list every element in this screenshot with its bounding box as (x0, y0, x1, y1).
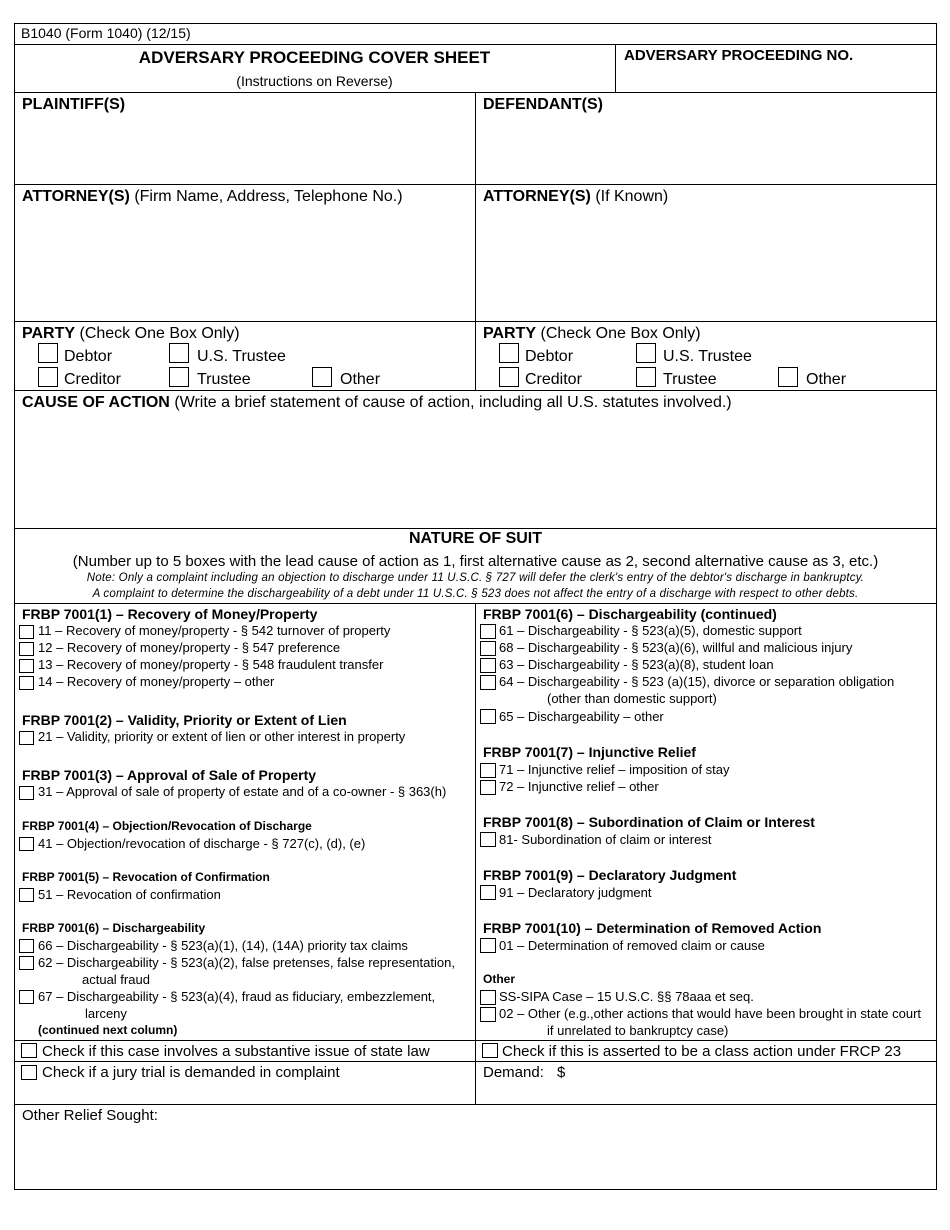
item-14-checkbox[interactable] (19, 676, 34, 690)
item-51-checkbox[interactable] (19, 888, 34, 902)
nature-of-suit-subtitle: (Number up to 5 boxes with the lead cause of action as 1, first alternative cause as 2, second alternative cause as 3, etc.) (72, 553, 879, 570)
item-71-checkbox[interactable] (480, 763, 496, 778)
demand-label: Demand: (483, 1064, 544, 1081)
other-relief-field[interactable] (15, 1128, 935, 1188)
item-67-label: 67 – Dischargeability - § 523(a)(4), fraud as fiduciary, embezzlement, (38, 989, 436, 1004)
plaintiffs-label: PLAINTIFF(S) (22, 96, 126, 113)
defendant-other-label: Other (806, 371, 847, 388)
item-01-checkbox[interactable] (480, 938, 496, 953)
defendant-debtor-label: Debtor (525, 348, 574, 365)
item-ss-label: SS-SIPA Case – 15 U.S.C. §§ 78aaa et seq. (499, 989, 754, 1004)
party-defendant-hint: (Check One Box Only) (540, 325, 701, 342)
item-72-label: 72 – Injunctive relief – other (499, 779, 659, 794)
proceeding-no-field[interactable] (616, 66, 935, 91)
item-64-checkbox[interactable] (480, 675, 496, 690)
demand-currency: $ (557, 1064, 566, 1081)
defendant-trustee-checkbox[interactable] (636, 367, 656, 387)
nature-of-suit-note-2: A complaint to determine the dischargeability of a debt under 11 U.S.C. § 523 does not affect the entry of a discharge with respect to other debts. (92, 588, 859, 600)
party-defendant-label: PARTY (483, 325, 537, 342)
frbp5-heading: FRBP 7001(5) – Revocation of Confirmation (22, 870, 270, 884)
item-62-checkbox[interactable] (19, 956, 34, 970)
attorney-plaintiff-label: ATTORNEY(S) (22, 188, 130, 205)
defendants-field[interactable] (476, 118, 935, 183)
item-67-label-cont: larceny (85, 1006, 127, 1021)
item-63-checkbox[interactable] (480, 658, 496, 673)
frbp2-heading: FRBP 7001(2) – Validity, Priority or Extent of Lien (22, 712, 347, 728)
defendant-trustee-label: Trustee (663, 371, 717, 388)
party-plaintiff-heading (22, 325, 240, 343)
item-65-checkbox[interactable] (480, 709, 496, 724)
demand-field[interactable] (570, 1063, 934, 1101)
other-heading: Other (483, 972, 516, 986)
defendant-creditor-label: Creditor (525, 371, 582, 388)
item-14-label: 14 – Recovery of money/property – other (38, 674, 275, 689)
plaintiff-trustee-label: Trustee (197, 371, 251, 388)
frbp4-heading: FRBP 7001(4) – Objection/Revocation of Discharge (22, 819, 312, 833)
frbp1-heading: FRBP 7001(1) – Recovery of Money/Property (22, 606, 318, 622)
jury-trial-label: Check if a jury trial is demanded in complaint (42, 1064, 340, 1081)
item-64-label-cont: (other than domestic support) (547, 691, 717, 706)
item-61-checkbox[interactable] (480, 624, 496, 639)
item-11-label: 11 – Recovery of money/property - § 542 turnover of property (38, 623, 391, 638)
plaintiff-debtor-label: Debtor (64, 348, 113, 365)
state-law-checkbox[interactable] (21, 1043, 37, 1058)
defendant-us-trustee-label: U.S. Trustee (663, 348, 752, 365)
plaintiff-us-trustee-label: U.S. Trustee (197, 348, 286, 365)
item-31-label: 31 – Approval of sale of property of estate and of a co-owner - § 363(h) (38, 784, 447, 799)
attorney-defendant-label: ATTORNEY(S) (483, 188, 591, 205)
plaintiff-other-checkbox[interactable] (312, 367, 332, 387)
party-defendant-heading (483, 325, 701, 343)
defendant-creditor-checkbox[interactable] (499, 367, 519, 387)
frbp8-heading: FRBP 7001(8) – Subordination of Claim or Interest (483, 814, 815, 830)
state-law-label: Check if this case involves a substantive issue of state law (42, 1043, 430, 1060)
party-plaintiff-label: PARTY (22, 325, 76, 342)
item-02-label: 02 – Other (e.g.,other actions that would have been brought in state court (499, 1006, 922, 1021)
frbp6c-heading: FRBP 7001(6) – Dischargeability (continued) (483, 606, 777, 622)
item-62-label: 62 – Dischargeability - § 523(a)(2), false pretenses, false representation, (38, 955, 455, 970)
proceeding-no-label: ADVERSARY PROCEEDING NO. (624, 47, 854, 64)
defendants-label: DEFENDANT(S) (483, 96, 603, 113)
item-64-label: 64 – Dischargeability - § 523 (a)(15), divorce or separation obligation (499, 674, 895, 689)
item-13-label: 13 – Recovery of money/property - § 548 fraudulent transfer (38, 657, 384, 672)
frbp9-heading: FRBP 7001(9) – Declaratory Judgment (483, 867, 737, 883)
cause-of-action-hint: (Write a brief statement of cause of action, including all U.S. statutes involved.) (174, 394, 732, 411)
item-12-label: 12 – Recovery of money/property - § 547 preference (38, 640, 341, 655)
cause-of-action-heading (22, 394, 732, 412)
plaintiff-us-trustee-checkbox[interactable] (169, 343, 189, 363)
attorney-plaintiff-heading (22, 188, 403, 206)
item-68-label: 68 – Dischargeability - § 523(a)(6), willful and malicious injury (499, 640, 853, 655)
item-81-checkbox[interactable] (480, 832, 496, 847)
frbp10-heading: FRBP 7001(10) – Determination of Removed Action (483, 920, 822, 936)
plaintiff-trustee-checkbox[interactable] (169, 367, 189, 387)
continued-note: (continued next column) (38, 1023, 178, 1037)
plaintiff-debtor-checkbox[interactable] (38, 343, 58, 363)
page-title: ADVERSARY PROCEEDING COVER SHEET (138, 48, 491, 67)
attorney-defendant-heading (483, 188, 668, 206)
defendant-debtor-checkbox[interactable] (499, 343, 519, 363)
item-11-checkbox[interactable] (19, 625, 34, 639)
item-68-checkbox[interactable] (480, 641, 496, 656)
item-51-label: 51 – Revocation of confirmation (38, 887, 221, 902)
item-71-label: 71 – Injunctive relief – imposition of stay (499, 762, 730, 777)
frbp6-heading: FRBP 7001(6) – Dischargeability (22, 921, 206, 935)
attorney-defendant-hint: (If Known) (595, 188, 669, 205)
plaintiff-creditor-label: Creditor (64, 371, 121, 388)
item-41-label: 41 – Objection/revocation of discharge - § 727(c), (d), (e) (38, 836, 366, 851)
nature-of-suit-note-1: Note: Only a complaint including an objection to discharge under 11 U.S.C. § 727 will defer the clerk's entry of the debtor's discharge in bankruptcy. (86, 572, 865, 584)
item-65-label: 65 – Dischargeability – other (499, 709, 664, 724)
plaintiff-other-label: Other (340, 371, 381, 388)
plaintiffs-field[interactable] (15, 118, 474, 183)
item-21-label: 21 – Validity, priority or extent of lien or other interest in property (38, 729, 406, 744)
item-31-checkbox[interactable] (19, 786, 34, 800)
item-21-checkbox[interactable] (19, 731, 34, 745)
item-81-label: 81- Subordination of claim or interest (499, 832, 712, 847)
item-63-label: 63 – Dischargeability - § 523(a)(8), student loan (499, 657, 774, 672)
jury-trial-checkbox[interactable] (21, 1065, 37, 1080)
item-01-label: 01 – Determination of removed claim or cause (499, 938, 765, 953)
defendant-us-trustee-checkbox[interactable] (636, 343, 656, 363)
item-02-label-cont: if unrelated to bankruptcy case) (547, 1023, 729, 1038)
attorney-plaintiff-field[interactable] (15, 210, 474, 320)
frbp3-heading: FRBP 7001(3) – Approval of Sale of Property (22, 767, 317, 783)
cause-of-action-label: CAUSE OF ACTION (22, 394, 170, 411)
form-id: B1040 (Form 1040) (12/15) (21, 25, 191, 41)
item-ss-checkbox[interactable] (480, 990, 496, 1005)
other-relief-label: Other Relief Sought: (22, 1107, 158, 1124)
nature-of-suit-title: NATURE OF SUIT (408, 530, 543, 547)
item-02-checkbox[interactable] (480, 1007, 496, 1022)
item-13-checkbox[interactable] (19, 659, 34, 673)
class-action-checkbox[interactable] (482, 1043, 498, 1058)
defendant-other-checkbox[interactable] (778, 367, 798, 387)
plaintiff-creditor-checkbox[interactable] (38, 367, 58, 387)
item-72-checkbox[interactable] (480, 780, 496, 795)
item-62-label-cont: actual fraud (82, 972, 150, 987)
item-41-checkbox[interactable] (19, 837, 34, 851)
item-91-checkbox[interactable] (480, 885, 496, 900)
item-66-checkbox[interactable] (19, 939, 34, 953)
class-action-label: Check if this is asserted to be a class action under FRCP 23 (502, 1043, 902, 1060)
cause-of-action-field[interactable] (15, 416, 935, 527)
attorney-plaintiff-hint: (Firm Name, Address, Telephone No.) (134, 188, 403, 205)
item-91-label: 91 – Declaratory judgment (499, 885, 652, 900)
party-plaintiff-hint: (Check One Box Only) (79, 325, 240, 342)
item-61-label: 61 – Dischargeability - § 523(a)(5), domestic support (499, 623, 802, 638)
item-12-checkbox[interactable] (19, 642, 34, 656)
attorney-defendant-field[interactable] (476, 210, 935, 320)
item-66-label: 66 – Dischargeability - § 523(a)(1), (14), (14A) priority tax claims (38, 938, 408, 953)
frbp7-heading: FRBP 7001(7) – Injunctive Relief (483, 744, 696, 760)
item-67-checkbox[interactable] (19, 990, 34, 1004)
instructions-note: (Instructions on Reverse) (236, 73, 393, 89)
